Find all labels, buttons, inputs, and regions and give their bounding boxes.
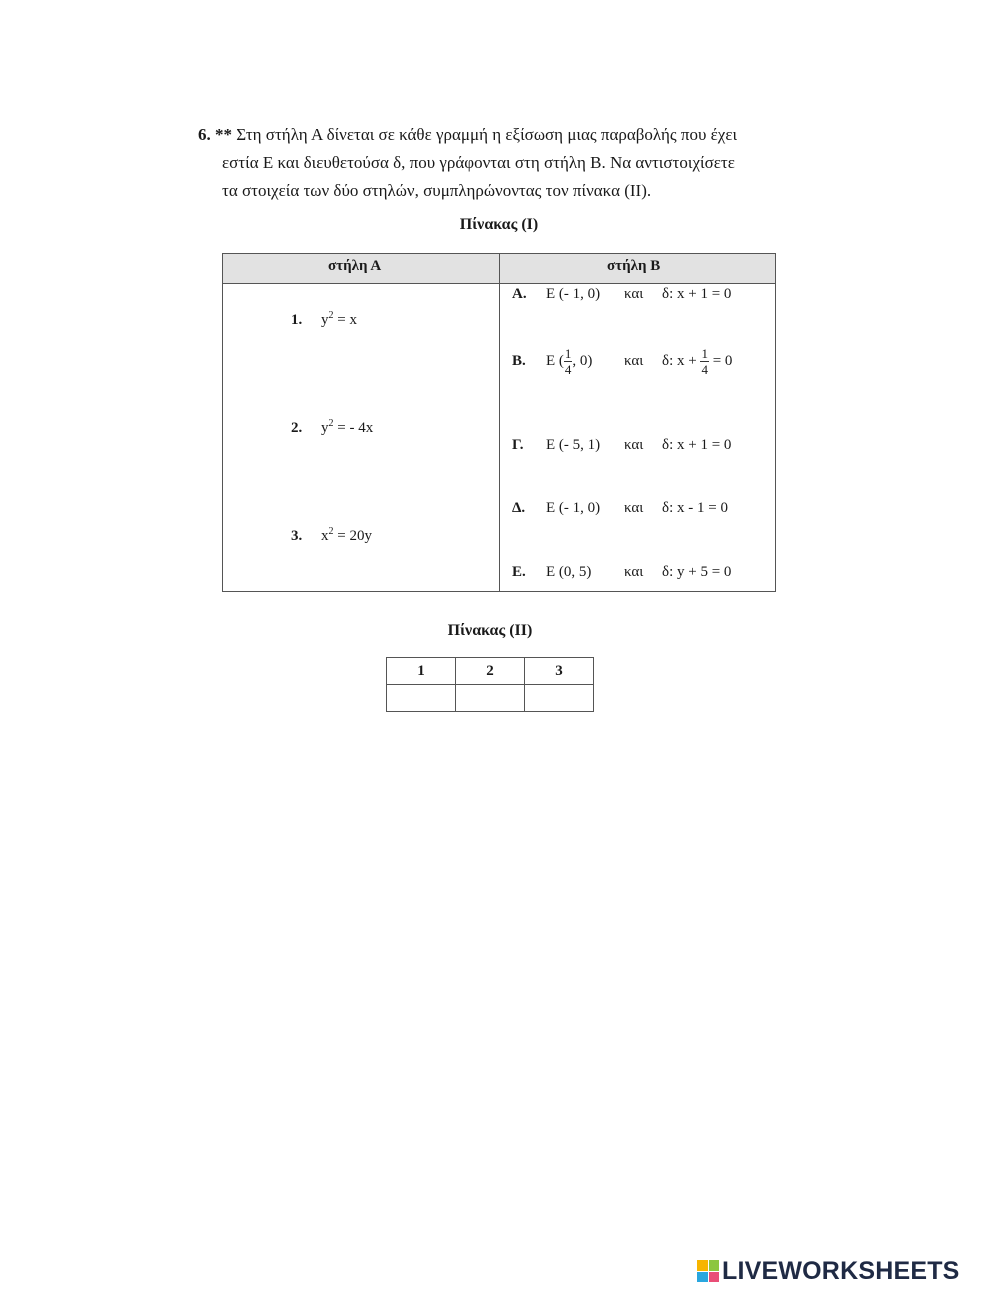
answer-table-header-row	[387, 658, 594, 685]
answer-cell-3[interactable]	[525, 685, 594, 712]
logo-text: LIVEWORKSHEETS	[722, 1256, 960, 1285]
column-a-header: στήλη Α	[328, 258, 382, 274]
problem-number: 6. **	[198, 125, 232, 144]
column-a-item-3: 3. $x^2 = 20y$	[291, 526, 372, 544]
problem-line-1: 6. ** Στη στήλη Α δίνεται σε κάθε γραμμή η εξίσωση μιας παραβολής που έχει	[198, 125, 738, 144]
column-a-item-2: 2. $y^2$ = - 4x	[291, 418, 374, 436]
column-b-item-d: Δ. Ε (- 1, 0) και δ: x - 1 = 0	[512, 500, 728, 516]
column-b-header: στήλη Β	[607, 258, 661, 274]
problem-statement	[198, 121, 798, 205]
table-1-caption: Πίνακας (Ι)	[459, 216, 539, 233]
matching-table	[222, 253, 776, 592]
answer-cell-2[interactable]	[456, 685, 525, 712]
logo-square-1	[697, 1260, 708, 1271]
column-b-item-b: Β. Ε ( $\frac{1}{4}$ , 0) και δ: x + $\frac{1}{4}$ = 0	[512, 346, 733, 377]
column-b-item-e: Ε. Ε (0, 5) και δ: y + 5 = 0	[512, 564, 732, 580]
answer-header-1: 1	[387, 658, 456, 685]
logo-square-3	[697, 1272, 708, 1283]
answer-table-input-row	[387, 685, 594, 712]
answer-header-3: 3	[525, 658, 594, 685]
column-a-item-1: 1. $y^2 = x$	[291, 310, 357, 328]
fraction: $\frac{1}{4}$	[701, 346, 708, 377]
logo-icon	[697, 1260, 719, 1282]
logo-square-2	[709, 1260, 720, 1271]
table-2-caption: Πίνακας (ΙΙ)	[447, 622, 533, 639]
answer-table	[386, 657, 594, 712]
answer-header-2: 2	[456, 658, 525, 685]
liveworksheets-logo	[697, 1257, 960, 1285]
column-b-item-a: Α. Ε (- 1, 0) και δ: x + 1 = 0	[512, 286, 732, 302]
column-divider	[499, 254, 500, 591]
logo-square-4	[709, 1272, 720, 1283]
fraction: $\frac{1}{4}$	[564, 346, 572, 377]
problem-line-2: εστία Ε και διευθετούσα δ, που γράφονται στη στήλη Β. Να αντιστοιχίσετε	[222, 153, 735, 172]
answer-cell-1[interactable]	[387, 685, 456, 712]
problem-line-3: τα στοιχεία των δύο στηλών, συμπληρώνοντας τον πίνακα (ΙΙ).	[222, 181, 652, 200]
column-b-item-g: Γ. Ε (- 5, 1) και δ: x + 1 = 0	[512, 437, 732, 453]
